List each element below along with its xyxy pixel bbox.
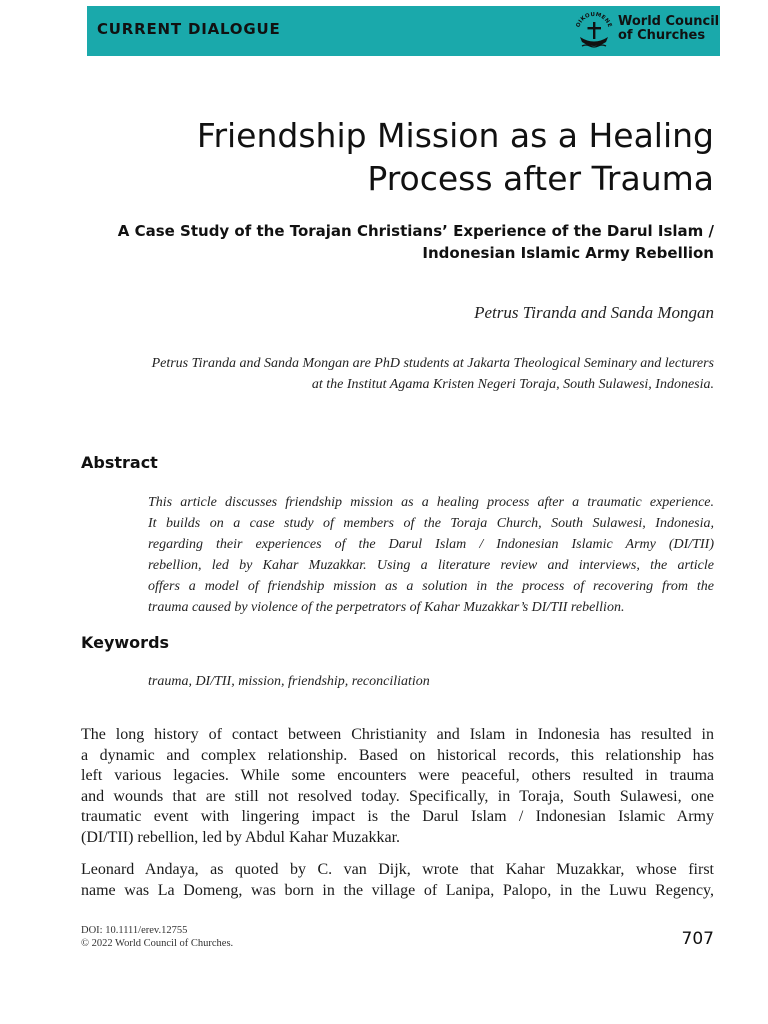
article-title-line-1: Friendship Mission as a Healing xyxy=(196,116,714,155)
author-names: Petrus Tiranda and Sanda Mongan xyxy=(474,303,714,322)
abstract-line: regarding their experiences of the Darul Islam / Indonesian Islamic Army (DI/TII) xyxy=(148,537,714,552)
article-title-line-2: Process after Trauma xyxy=(367,159,714,198)
abstract-heading: Abstract xyxy=(81,453,158,472)
body-line: left various legacies. While some encounters were peaceful, others resulted in trauma xyxy=(81,767,714,785)
body-line: name was La Domeng, was born in the village of Lanipa, Palopo, in the Luwu Regency, xyxy=(81,881,714,899)
body-line: The long history of contact between Christianity and Islam in Indonesia has resulted in xyxy=(81,726,714,743)
publisher-name-line-1: World Council xyxy=(618,14,720,29)
svg-text:OIKOUMENE: OIKOUMENE xyxy=(575,11,613,29)
author-affiliation xyxy=(80,353,714,395)
body-line: and wounds that are still not resolved today. Specifically, in Toraja, South Sulawesi, one xyxy=(81,787,714,805)
journal-header-banner xyxy=(87,6,720,56)
affiliation-line-2: at the Institut Agama Kristen Negeri Toraja, South Sulawesi, Indonesia. xyxy=(311,377,714,392)
abstract-text xyxy=(148,492,714,618)
publisher-name xyxy=(618,15,719,43)
keywords-list: trauma, DI/TII, mission, friendship, reconciliation xyxy=(148,674,430,689)
footer-citation xyxy=(81,924,233,950)
article-title xyxy=(80,114,714,200)
copyright-text: © 2022 World Council of Churches. xyxy=(81,938,234,949)
body-line: a dynamic and complex relationship. Based on historical records, this relationship has xyxy=(81,746,714,764)
doi-text: DOI: 10.1111/erev.12755 xyxy=(81,925,188,936)
world-council-logo-icon xyxy=(574,10,614,52)
article-subtitle xyxy=(80,220,714,264)
publisher-name-line-2: of Churches xyxy=(618,28,706,43)
article-subtitle-line-2: Indonesian Islamic Army Rebellion xyxy=(422,244,714,262)
body-paragraph-2 xyxy=(81,860,714,901)
body-paragraph-1 xyxy=(81,725,714,849)
abstract-line: rebellion, led by Kahar Muzakkar. Using a literature review and interviews, the article xyxy=(148,558,714,573)
body-line: (DI/TII) rebellion, led by Abdul Kahar Muzakkar. xyxy=(81,828,401,846)
body-line: Leonard Andaya, as quoted by C. van Dijk, wrote that Kahar Muzakkar, whose first xyxy=(81,861,714,878)
abstract-line: offers a model of friendship mission as a solution in the process of recovering from the xyxy=(148,579,714,594)
abstract-line: trauma caused by violence of the perpetrators of Kahar Muzakkar’s DI/TII rebellion. xyxy=(148,600,625,615)
affiliation-line-1: Petrus Tiranda and Sanda Mongan are PhD students at Jakarta Theological Seminary and lecturers xyxy=(151,356,714,371)
abstract-line: This article discusses friendship mission as a healing process after a traumatic experience. xyxy=(148,495,714,510)
article-subtitle-line-1: A Case Study of the Torajan Christians’ Experience of the Darul Islam / xyxy=(117,222,714,240)
keywords-heading: Keywords xyxy=(81,633,170,652)
section-label: CURRENT DIALOGUE xyxy=(97,20,281,38)
body-line: traumatic event with lingering impact is the Darul Islam / Indonesian Islamic Army xyxy=(81,808,714,826)
abstract-line: It builds on a case study of members of the Toraja Church, South Sulawesi, Indonesia, xyxy=(148,516,714,531)
page-number: 707 xyxy=(681,929,714,949)
